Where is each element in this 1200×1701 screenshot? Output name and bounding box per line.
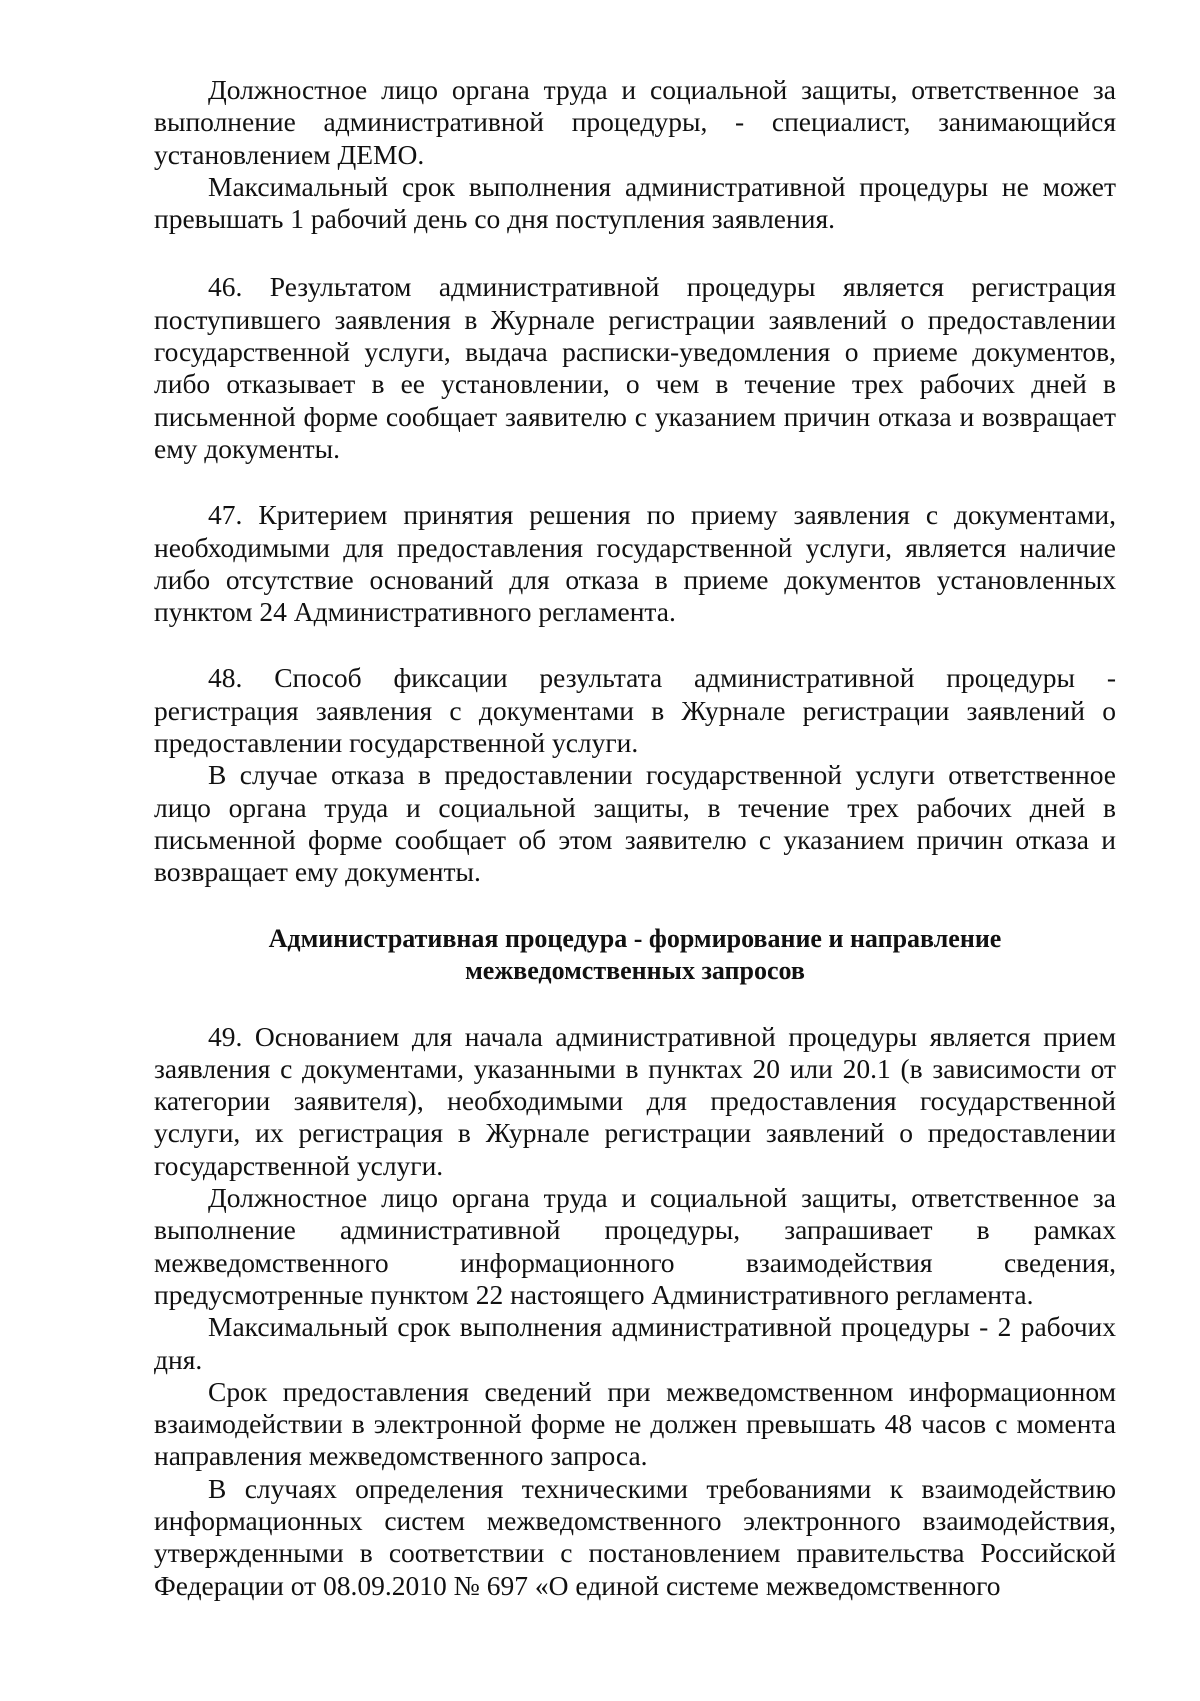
paragraph-interagency-request: Должностное лицо органа труда и социальной защиты, ответственное за выполнение административной процедуры, запрашивает в рамках межведомственного информационного взаимодействия сведения, предусмотренные пунктом 22 настоящего Административного регламента.: [154, 1182, 1116, 1310]
paragraph-technical-requirements: В случаях определения техническими требованиями к взаимодействию информационных систем межведомственного электронного взаимодействия, утвержденными в соответствии с постановлением правительства Российской Федерации от 08.09.2010 № 697 «О единой системе межведомственного: [154, 1472, 1116, 1601]
section-heading: [154, 923, 1116, 987]
paragraph-max-term: Максимальный срок выполнения административной процедуры не может превышать 1 рабочий день со дня поступления заявления.: [154, 170, 1116, 235]
paragraph-47: 47. Критерием принятия решения по приему заявления с документами, необходимыми для предоставления государственной услуги, является наличие либо отсутствие оснований для отказа в приеме документов установленных пунктом 24 Административного регламента.: [154, 499, 1116, 628]
paragraph-electronic-term: Срок предоставления сведений при межведомственном информационном взаимодействии в электронной форме не должен превышать 48 часов с момента направления межведомственного запроса.: [154, 1375, 1116, 1472]
paragraph-refusal: В случае отказа в предоставлении государственной услуги ответственное лицо органа труда и социальной защиты, в течение трех рабочих дней в письменной форме сообщает об этом заявителю с указанием причин отказа и возвращает ему документы.: [154, 759, 1116, 888]
paragraph-max-term-2: Максимальный срок выполнения административной процедуры - 2 рабочих дня.: [154, 1311, 1116, 1375]
paragraph-48: 48. Способ фиксации результата административной процедуры - регистрация заявления с документами в Журнале регистрации заявлений о предоставлении государственной услуги.: [154, 662, 1116, 759]
section-heading-line-2: межведомственных запросов: [465, 955, 805, 985]
paragraph-responsible-official: Должностное лицо органа труда и социальной защиты, ответственное за выполнение административной процедуры, - специалист, занимающийся установлением ДЕМО.: [154, 74, 1116, 170]
paragraph-46: 46. Результатом административной процедуры является регистрация поступившего заявления в Журнале регистрации заявлений о предоставлении государственной услуги, выдача расписки-уведомления о приеме документов, либо отказывает в ее установлении, о чем в течение трех рабочих дней в письменной форме сообщает заявителю с указанием причин отказа и возвращает ему документы.: [154, 271, 1116, 464]
paragraph-49: 49. Основанием для начала административной процедуры является прием заявления с документами, указанными в пунктах 20 или 20.1 (в зависимости от категории заявителя), необходимыми для предоставления государственной услуги, их регистрация в Журнале регистрации заявлений о предоставлении государственной услуги.: [154, 1020, 1116, 1181]
section-heading-line-1: Административная процедура - формирование и направление: [268, 923, 1002, 953]
